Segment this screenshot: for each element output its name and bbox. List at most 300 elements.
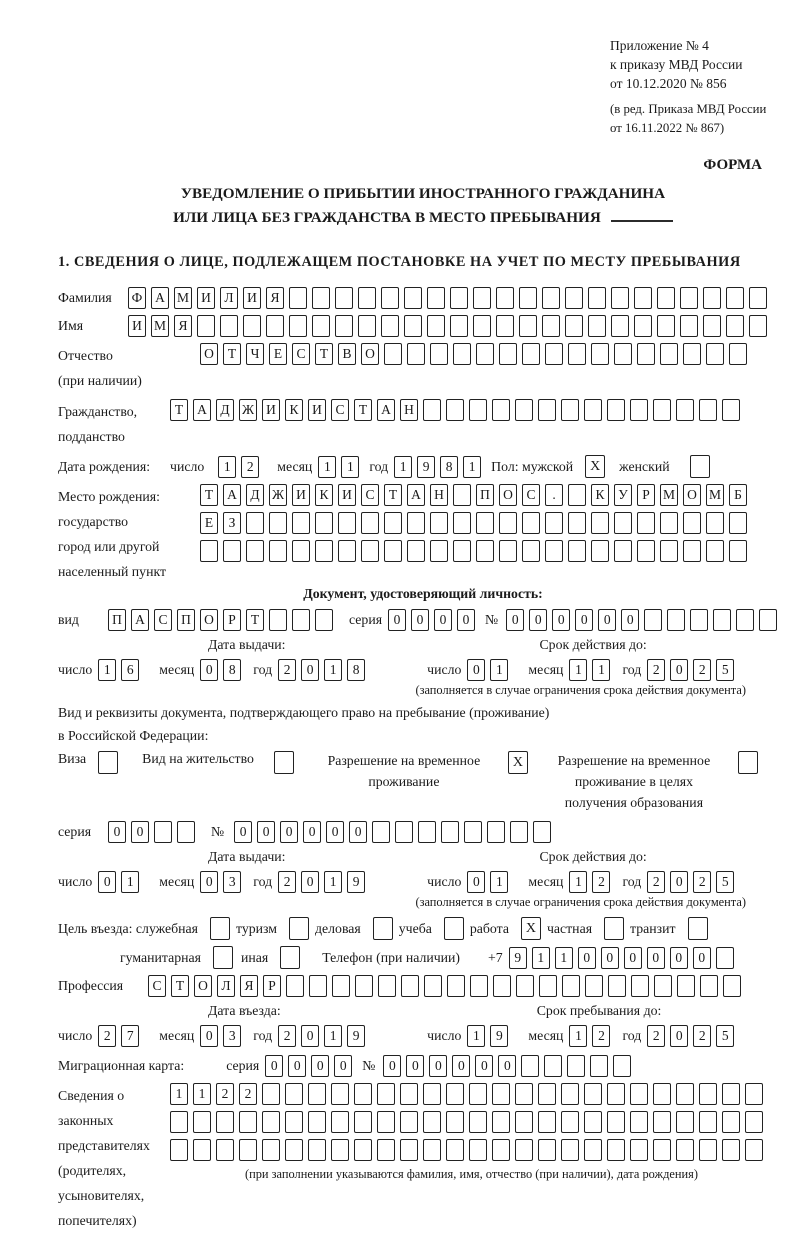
- form-cell[interactable]: [216, 1111, 234, 1133]
- purpose-work-checkbox[interactable]: X: [521, 917, 541, 940]
- form-cell[interactable]: С: [331, 399, 349, 421]
- form-cell[interactable]: 2: [647, 659, 665, 681]
- form-cell[interactable]: [637, 512, 655, 534]
- form-cell[interactable]: [683, 512, 701, 534]
- form-cell[interactable]: 0: [311, 1055, 329, 1077]
- form-cell[interactable]: 0: [334, 1055, 352, 1077]
- form-cell[interactable]: [722, 1111, 740, 1133]
- form-cell[interactable]: [331, 1083, 349, 1105]
- form-cell[interactable]: [453, 540, 471, 562]
- form-cell[interactable]: [608, 975, 626, 997]
- form-cell[interactable]: [450, 315, 468, 337]
- visa-checkbox[interactable]: [98, 751, 118, 774]
- form-cell[interactable]: [607, 1083, 625, 1105]
- form-cell[interactable]: [607, 399, 625, 421]
- form-cell[interactable]: 0: [301, 1025, 319, 1047]
- form-cell[interactable]: [473, 287, 491, 309]
- form-cell[interactable]: О: [361, 343, 379, 365]
- form-cell[interactable]: 2: [98, 1025, 116, 1047]
- form-cell[interactable]: Р: [263, 975, 281, 997]
- form-cell[interactable]: [729, 512, 747, 534]
- form-cell[interactable]: .: [545, 484, 563, 506]
- form-cell[interactable]: [644, 609, 662, 631]
- form-cell[interactable]: [522, 540, 540, 562]
- form-cell[interactable]: 1: [170, 1083, 188, 1105]
- form-cell[interactable]: [699, 1083, 717, 1105]
- form-cell[interactable]: [561, 1111, 579, 1133]
- form-cell[interactable]: Р: [637, 484, 655, 506]
- form-cell[interactable]: [338, 512, 356, 534]
- form-cell[interactable]: [335, 287, 353, 309]
- form-cell[interactable]: [630, 1139, 648, 1161]
- form-cell[interactable]: [584, 399, 602, 421]
- form-cell[interactable]: 0: [467, 659, 485, 681]
- form-cell[interactable]: [285, 1083, 303, 1105]
- form-cell[interactable]: [197, 315, 215, 337]
- form-cell[interactable]: [239, 1139, 257, 1161]
- form-cell[interactable]: 2: [647, 1025, 665, 1047]
- form-cell[interactable]: 1: [121, 871, 139, 893]
- form-cell[interactable]: 1: [324, 1025, 342, 1047]
- form-cell[interactable]: [446, 1083, 464, 1105]
- form-cell[interactable]: 1: [394, 456, 412, 478]
- form-cell[interactable]: [545, 343, 563, 365]
- form-cell[interactable]: [584, 1083, 602, 1105]
- form-cell[interactable]: С: [361, 484, 379, 506]
- form-cell[interactable]: Т: [384, 484, 402, 506]
- form-cell[interactable]: 2: [241, 456, 259, 478]
- form-cell[interactable]: [407, 540, 425, 562]
- form-cell[interactable]: [430, 540, 448, 562]
- form-cell[interactable]: [354, 1139, 372, 1161]
- form-cell[interactable]: [308, 1111, 326, 1133]
- form-cell[interactable]: [726, 287, 744, 309]
- form-cell[interactable]: [510, 821, 528, 843]
- form-cell[interactable]: [355, 975, 373, 997]
- form-cell[interactable]: [384, 343, 402, 365]
- form-cell[interactable]: [170, 1139, 188, 1161]
- form-cell[interactable]: [634, 287, 652, 309]
- form-cell[interactable]: [657, 287, 675, 309]
- form-cell[interactable]: [565, 287, 583, 309]
- form-cell[interactable]: [722, 399, 740, 421]
- form-cell[interactable]: [309, 975, 327, 997]
- form-cell[interactable]: [308, 1139, 326, 1161]
- form-cell[interactable]: 2: [216, 1083, 234, 1105]
- form-cell[interactable]: П: [108, 609, 126, 631]
- form-cell[interactable]: 0: [303, 821, 321, 843]
- form-cell[interactable]: [361, 540, 379, 562]
- form-cell[interactable]: 0: [670, 659, 688, 681]
- form-cell[interactable]: [584, 1139, 602, 1161]
- form-cell[interactable]: [607, 1111, 625, 1133]
- form-cell[interactable]: 0: [131, 821, 149, 843]
- form-cell[interactable]: 2: [647, 871, 665, 893]
- form-cell[interactable]: П: [476, 484, 494, 506]
- form-cell[interactable]: [269, 540, 287, 562]
- form-cell[interactable]: Л: [217, 975, 235, 997]
- form-cell[interactable]: [427, 315, 445, 337]
- form-cell[interactable]: А: [131, 609, 149, 631]
- form-cell[interactable]: [699, 399, 717, 421]
- male-checkbox[interactable]: X: [585, 455, 605, 478]
- form-cell[interactable]: 0: [670, 947, 688, 969]
- form-cell[interactable]: 0: [301, 659, 319, 681]
- form-cell[interactable]: 0: [598, 609, 616, 631]
- form-cell[interactable]: Ж: [269, 484, 287, 506]
- form-cell[interactable]: [539, 975, 557, 997]
- form-cell[interactable]: [446, 1139, 464, 1161]
- form-cell[interactable]: 0: [200, 659, 218, 681]
- form-cell[interactable]: 9: [509, 947, 527, 969]
- form-cell[interactable]: [653, 1139, 671, 1161]
- form-cell[interactable]: О: [200, 609, 218, 631]
- form-cell[interactable]: Ф: [128, 287, 146, 309]
- form-cell[interactable]: [515, 1111, 533, 1133]
- form-cell[interactable]: Т: [171, 975, 189, 997]
- form-cell[interactable]: [630, 1111, 648, 1133]
- form-cell[interactable]: [565, 315, 583, 337]
- form-cell[interactable]: Я: [174, 315, 192, 337]
- form-cell[interactable]: М: [174, 287, 192, 309]
- form-cell[interactable]: 0: [498, 1055, 516, 1077]
- form-cell[interactable]: [699, 1139, 717, 1161]
- form-cell[interactable]: [418, 821, 436, 843]
- form-cell[interactable]: Т: [170, 399, 188, 421]
- form-cell[interactable]: 7: [121, 1025, 139, 1047]
- form-cell[interactable]: [736, 609, 754, 631]
- form-cell[interactable]: 0: [434, 609, 452, 631]
- form-cell[interactable]: [703, 315, 721, 337]
- form-cell[interactable]: [377, 1083, 395, 1105]
- purpose-business-checkbox[interactable]: [373, 917, 393, 940]
- form-cell[interactable]: С: [148, 975, 166, 997]
- form-cell[interactable]: [630, 399, 648, 421]
- form-cell[interactable]: [464, 821, 482, 843]
- form-cell[interactable]: Т: [354, 399, 372, 421]
- form-cell[interactable]: 0: [406, 1055, 424, 1077]
- form-cell[interactable]: [476, 540, 494, 562]
- form-cell[interactable]: 0: [200, 871, 218, 893]
- form-cell[interactable]: [358, 287, 376, 309]
- form-cell[interactable]: [338, 540, 356, 562]
- form-cell[interactable]: [637, 343, 655, 365]
- form-cell[interactable]: [706, 343, 724, 365]
- form-cell[interactable]: [634, 315, 652, 337]
- purpose-humanitarian-checkbox[interactable]: [213, 946, 233, 969]
- form-cell[interactable]: 8: [440, 456, 458, 478]
- form-cell[interactable]: [660, 343, 678, 365]
- form-cell[interactable]: [522, 343, 540, 365]
- form-cell[interactable]: [266, 315, 284, 337]
- form-cell[interactable]: 9: [347, 871, 365, 893]
- form-cell[interactable]: [654, 975, 672, 997]
- form-cell[interactable]: [427, 287, 445, 309]
- form-cell[interactable]: [676, 399, 694, 421]
- form-cell[interactable]: [285, 1139, 303, 1161]
- form-cell[interactable]: [745, 1111, 763, 1133]
- form-cell[interactable]: [292, 609, 310, 631]
- form-cell[interactable]: Е: [269, 343, 287, 365]
- form-cell[interactable]: [759, 609, 777, 631]
- form-cell[interactable]: [499, 343, 517, 365]
- form-cell[interactable]: [381, 287, 399, 309]
- form-cell[interactable]: 0: [411, 609, 429, 631]
- form-cell[interactable]: [246, 540, 264, 562]
- form-cell[interactable]: [521, 1055, 539, 1077]
- form-cell[interactable]: 0: [98, 871, 116, 893]
- form-cell[interactable]: [588, 315, 606, 337]
- form-cell[interactable]: [354, 1083, 372, 1105]
- form-cell[interactable]: [401, 975, 419, 997]
- form-cell[interactable]: [469, 1111, 487, 1133]
- form-cell[interactable]: 0: [624, 947, 642, 969]
- form-cell[interactable]: [544, 1055, 562, 1077]
- form-cell[interactable]: 0: [301, 871, 319, 893]
- form-cell[interactable]: С: [154, 609, 172, 631]
- form-cell[interactable]: [239, 1111, 257, 1133]
- form-cell[interactable]: Т: [200, 484, 218, 506]
- form-cell[interactable]: [499, 512, 517, 534]
- form-cell[interactable]: 0: [452, 1055, 470, 1077]
- form-cell[interactable]: Т: [223, 343, 241, 365]
- form-cell[interactable]: 8: [347, 659, 365, 681]
- form-cell[interactable]: Ж: [239, 399, 257, 421]
- form-cell[interactable]: [315, 540, 333, 562]
- form-cell[interactable]: [542, 287, 560, 309]
- form-cell[interactable]: [667, 609, 685, 631]
- form-cell[interactable]: И: [128, 315, 146, 337]
- form-cell[interactable]: [653, 399, 671, 421]
- form-cell[interactable]: Я: [266, 287, 284, 309]
- form-cell[interactable]: А: [377, 399, 395, 421]
- form-cell[interactable]: Т: [246, 609, 264, 631]
- form-cell[interactable]: П: [177, 609, 195, 631]
- form-cell[interactable]: 0: [257, 821, 275, 843]
- form-cell[interactable]: [354, 1111, 372, 1133]
- purpose-private-checkbox[interactable]: [604, 917, 624, 940]
- form-cell[interactable]: [315, 609, 333, 631]
- form-cell[interactable]: 8: [223, 659, 241, 681]
- form-cell[interactable]: 1: [324, 871, 342, 893]
- form-cell[interactable]: [516, 975, 534, 997]
- form-cell[interactable]: [726, 315, 744, 337]
- form-cell[interactable]: У: [614, 484, 632, 506]
- form-cell[interactable]: [430, 512, 448, 534]
- form-cell[interactable]: Я: [240, 975, 258, 997]
- form-cell[interactable]: 0: [578, 947, 596, 969]
- form-cell[interactable]: [729, 343, 747, 365]
- form-cell[interactable]: [683, 540, 701, 562]
- form-cell[interactable]: 2: [592, 871, 610, 893]
- form-cell[interactable]: 1: [218, 456, 236, 478]
- form-cell[interactable]: [446, 399, 464, 421]
- form-cell[interactable]: А: [407, 484, 425, 506]
- form-cell[interactable]: И: [338, 484, 356, 506]
- form-cell[interactable]: 1: [490, 871, 508, 893]
- form-cell[interactable]: И: [308, 399, 326, 421]
- form-cell[interactable]: 0: [467, 871, 485, 893]
- form-cell[interactable]: [533, 821, 551, 843]
- form-cell[interactable]: [423, 1083, 441, 1105]
- form-cell[interactable]: 1: [341, 456, 359, 478]
- form-cell[interactable]: [453, 484, 471, 506]
- form-cell[interactable]: [216, 1139, 234, 1161]
- form-cell[interactable]: [372, 821, 390, 843]
- form-cell[interactable]: [614, 512, 632, 534]
- form-cell[interactable]: [473, 315, 491, 337]
- form-cell[interactable]: [400, 1139, 418, 1161]
- form-cell[interactable]: О: [683, 484, 701, 506]
- form-cell[interactable]: 0: [670, 871, 688, 893]
- form-cell[interactable]: К: [591, 484, 609, 506]
- form-cell[interactable]: А: [151, 287, 169, 309]
- form-cell[interactable]: 0: [265, 1055, 283, 1077]
- form-cell[interactable]: Р: [223, 609, 241, 631]
- form-cell[interactable]: 0: [326, 821, 344, 843]
- purpose-study-checkbox[interactable]: [444, 917, 464, 940]
- form-cell[interactable]: [453, 343, 471, 365]
- form-cell[interactable]: [614, 343, 632, 365]
- form-cell[interactable]: 0: [552, 609, 570, 631]
- form-cell[interactable]: [400, 1083, 418, 1105]
- form-cell[interactable]: [177, 821, 195, 843]
- form-cell[interactable]: Д: [246, 484, 264, 506]
- purpose-tourism-checkbox[interactable]: [289, 917, 309, 940]
- form-cell[interactable]: [519, 287, 537, 309]
- form-cell[interactable]: Н: [430, 484, 448, 506]
- form-cell[interactable]: [562, 975, 580, 997]
- form-cell[interactable]: [713, 609, 731, 631]
- form-cell[interactable]: [262, 1111, 280, 1133]
- form-cell[interactable]: [683, 343, 701, 365]
- form-cell[interactable]: [561, 1083, 579, 1105]
- form-cell[interactable]: [308, 1083, 326, 1105]
- form-cell[interactable]: [193, 1139, 211, 1161]
- form-cell[interactable]: 0: [621, 609, 639, 631]
- form-cell[interactable]: [358, 315, 376, 337]
- form-cell[interactable]: [154, 821, 172, 843]
- form-cell[interactable]: 0: [647, 947, 665, 969]
- form-cell[interactable]: 3: [223, 871, 241, 893]
- form-cell[interactable]: [450, 287, 468, 309]
- form-cell[interactable]: З: [223, 512, 241, 534]
- form-cell[interactable]: [384, 512, 402, 534]
- form-cell[interactable]: Л: [220, 287, 238, 309]
- form-cell[interactable]: [545, 512, 563, 534]
- form-cell[interactable]: [377, 1139, 395, 1161]
- form-cell[interactable]: 0: [234, 821, 252, 843]
- form-cell[interactable]: [262, 1083, 280, 1105]
- form-cell[interactable]: Б: [729, 484, 747, 506]
- form-cell[interactable]: [591, 540, 609, 562]
- form-cell[interactable]: 2: [693, 871, 711, 893]
- form-cell[interactable]: М: [660, 484, 678, 506]
- form-cell[interactable]: [590, 1055, 608, 1077]
- form-cell[interactable]: [676, 1139, 694, 1161]
- form-cell[interactable]: [538, 1139, 556, 1161]
- form-cell[interactable]: [637, 540, 655, 562]
- form-cell[interactable]: 0: [575, 609, 593, 631]
- form-cell[interactable]: 1: [532, 947, 550, 969]
- form-cell[interactable]: С: [522, 484, 540, 506]
- form-cell[interactable]: [690, 609, 708, 631]
- form-cell[interactable]: [496, 287, 514, 309]
- form-cell[interactable]: [499, 540, 517, 562]
- form-cell[interactable]: И: [197, 287, 215, 309]
- form-cell[interactable]: [361, 512, 379, 534]
- form-cell[interactable]: [519, 315, 537, 337]
- residence-permit-checkbox[interactable]: [274, 751, 294, 774]
- form-cell[interactable]: Н: [400, 399, 418, 421]
- form-cell[interactable]: 1: [490, 659, 508, 681]
- form-cell[interactable]: [567, 1055, 585, 1077]
- form-cell[interactable]: [469, 1083, 487, 1105]
- form-cell[interactable]: [269, 609, 287, 631]
- form-cell[interactable]: [193, 1111, 211, 1133]
- form-cell[interactable]: К: [285, 399, 303, 421]
- form-cell[interactable]: М: [706, 484, 724, 506]
- form-cell[interactable]: [749, 287, 767, 309]
- form-cell[interactable]: 6: [121, 659, 139, 681]
- form-cell[interactable]: [223, 540, 241, 562]
- form-cell[interactable]: 1: [463, 456, 481, 478]
- form-cell[interactable]: 2: [239, 1083, 257, 1105]
- form-cell[interactable]: [332, 975, 350, 997]
- form-cell[interactable]: [611, 287, 629, 309]
- form-cell[interactable]: [312, 315, 330, 337]
- form-cell[interactable]: [676, 1083, 694, 1105]
- form-cell[interactable]: [703, 287, 721, 309]
- form-cell[interactable]: [243, 315, 261, 337]
- form-cell[interactable]: [676, 1111, 694, 1133]
- form-cell[interactable]: О: [499, 484, 517, 506]
- form-cell[interactable]: 0: [693, 947, 711, 969]
- form-cell[interactable]: [404, 315, 422, 337]
- form-cell[interactable]: [631, 975, 649, 997]
- form-cell[interactable]: [630, 1083, 648, 1105]
- form-cell[interactable]: [289, 315, 307, 337]
- form-cell[interactable]: [315, 512, 333, 534]
- edu-residence-checkbox[interactable]: [738, 751, 758, 774]
- form-cell[interactable]: К: [315, 484, 333, 506]
- form-cell[interactable]: 0: [349, 821, 367, 843]
- form-cell[interactable]: [745, 1139, 763, 1161]
- form-cell[interactable]: 1: [569, 871, 587, 893]
- form-cell[interactable]: [220, 315, 238, 337]
- form-cell[interactable]: [476, 512, 494, 534]
- form-cell[interactable]: [423, 1139, 441, 1161]
- form-cell[interactable]: 0: [670, 1025, 688, 1047]
- form-cell[interactable]: [492, 399, 510, 421]
- form-cell[interactable]: Е: [200, 512, 218, 534]
- form-cell[interactable]: [170, 1111, 188, 1133]
- form-cell[interactable]: [469, 1139, 487, 1161]
- form-cell[interactable]: [381, 315, 399, 337]
- form-cell[interactable]: О: [194, 975, 212, 997]
- form-cell[interactable]: 0: [475, 1055, 493, 1077]
- form-cell[interactable]: 1: [318, 456, 336, 478]
- form-cell[interactable]: [400, 1111, 418, 1133]
- form-cell[interactable]: [453, 512, 471, 534]
- form-cell[interactable]: 2: [592, 1025, 610, 1047]
- form-cell[interactable]: [584, 1111, 602, 1133]
- form-cell[interactable]: [706, 540, 724, 562]
- form-cell[interactable]: [289, 287, 307, 309]
- form-cell[interactable]: 1: [592, 659, 610, 681]
- form-cell[interactable]: М: [151, 315, 169, 337]
- form-cell[interactable]: 0: [457, 609, 475, 631]
